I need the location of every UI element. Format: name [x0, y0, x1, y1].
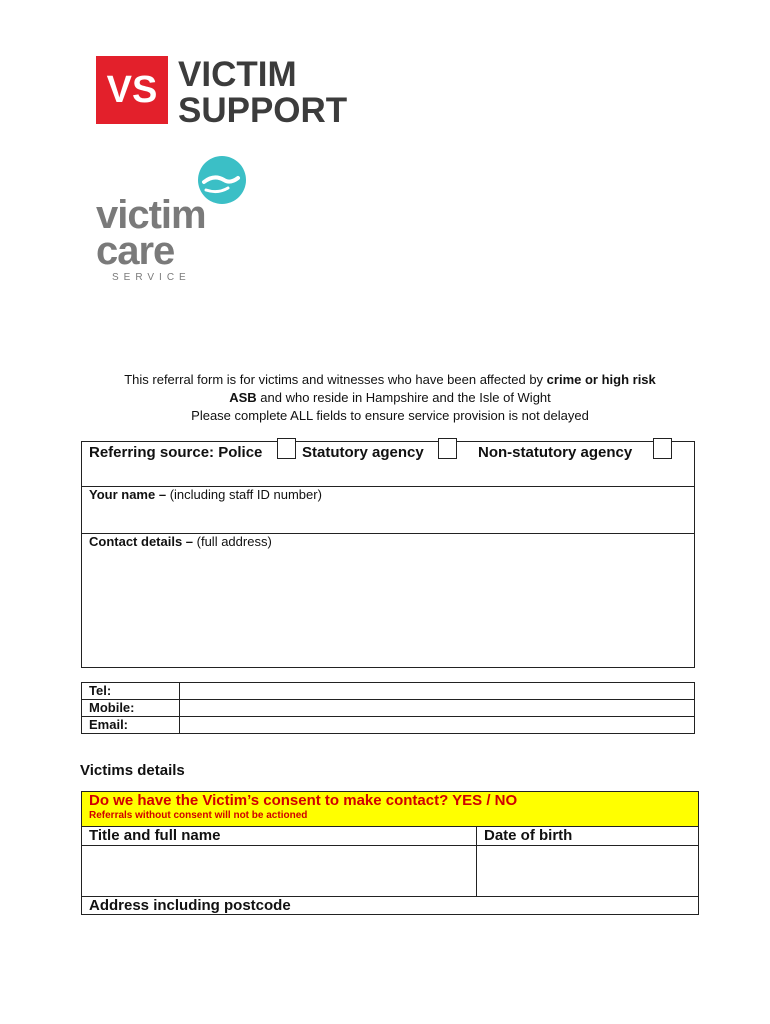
- address-label: Address including postcode: [82, 897, 699, 915]
- statutory-agency-checkbox[interactable]: [438, 438, 457, 459]
- your-name-row[interactable]: [82, 487, 695, 534]
- date-of-birth-field[interactable]: [477, 846, 699, 897]
- vs-badge-text: VS: [106, 69, 158, 111]
- intro-line2-bold: ASB: [229, 390, 257, 405]
- email-field[interactable]: [180, 717, 695, 734]
- intro-line2-post: and who reside in Hampshire and the Isle of Wight: [256, 390, 551, 405]
- vs-line2: SUPPORT: [178, 91, 348, 126]
- police-checkbox[interactable]: [277, 438, 296, 459]
- tel-field[interactable]: [180, 683, 695, 700]
- date-of-birth-label: Date of birth: [477, 827, 699, 846]
- non-statutory-agency-label: Non-statutory agency: [478, 444, 633, 461]
- tel-row: [82, 683, 695, 700]
- name-dob-input-row: [82, 846, 699, 897]
- statutory-agency-label: Statutory agency: [302, 444, 424, 461]
- name-dob-header-row: [82, 827, 699, 846]
- intro-line3: Please complete ALL fields to ensure service provision is not delayed: [191, 408, 589, 423]
- your-name-hint: (including staff ID number): [169, 487, 322, 502]
- vc-line3: SERVICE: [112, 272, 191, 282]
- victims-table: [81, 791, 699, 915]
- address-row: [82, 897, 699, 915]
- vc-line2: care: [96, 229, 175, 273]
- mobile-field[interactable]: [180, 700, 695, 717]
- intro-line1-pre: This referral form is for victims and witnesses who have been affected by: [124, 372, 547, 387]
- referrer-table: [81, 441, 695, 668]
- intro-text: [80, 371, 700, 425]
- vs-line1: VICTIM: [178, 56, 297, 94]
- your-name-label: Your name –: [89, 487, 170, 502]
- non-statutory-agency-checkbox[interactable]: [653, 438, 672, 459]
- victims-details-heading: Victims details: [80, 762, 185, 779]
- victim-care-logo: [94, 156, 254, 282]
- contact-details-row[interactable]: [82, 534, 695, 668]
- phone-email-table: [81, 682, 695, 734]
- title-full-name-field[interactable]: [82, 846, 477, 897]
- consent-row: [82, 792, 699, 827]
- mobile-label: Mobile:: [82, 700, 180, 717]
- consent-note: Referrals without consent will not be actioned: [89, 810, 308, 821]
- title-full-name-label: Title and full name: [82, 827, 477, 846]
- email-row: [82, 717, 695, 734]
- contact-details-hint: (full address): [196, 534, 272, 549]
- mobile-row: [82, 700, 695, 717]
- vc-line1: victim: [96, 193, 206, 237]
- intro-line1-bold: crime or high risk: [546, 372, 656, 387]
- consent-question: Do we have the Victim’s consent to make contact? YES / NO: [89, 792, 518, 809]
- referring-source-police-label: Referring source: Police: [89, 444, 263, 461]
- tel-label: Tel:: [82, 683, 180, 700]
- email-label: Email:: [82, 717, 180, 734]
- referring-source-row: [82, 442, 695, 487]
- contact-details-label: Contact details –: [89, 534, 197, 549]
- victim-support-logo: [96, 56, 386, 126]
